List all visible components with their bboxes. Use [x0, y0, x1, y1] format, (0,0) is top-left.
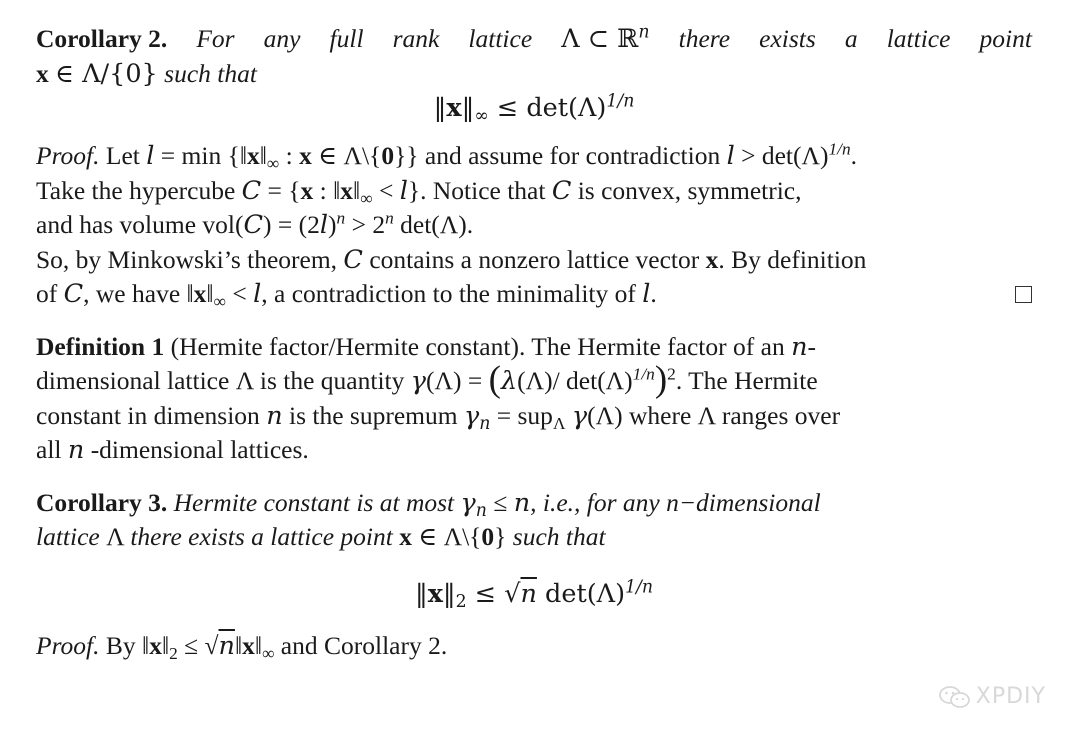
corollary-2-line-1: Corollary 2. For any full rank lattice Λ ⊂ ℝ$^n$ there exists a lattice point — [36, 22, 1032, 57]
corollary-3-label: Corollary 3. — [36, 487, 168, 517]
definition-1-title: (Hermite factor/Hermite constant). — [170, 331, 526, 361]
proof-2-line: Proof. By $‖x‖_2$ ≤ $√n‖x‖_\infty$ and Corollary 2. — [36, 630, 448, 663]
corollary-3-display-equation: $‖x‖_2 \le √n$ $\det(\Lambda)^{1/n}$ — [414, 576, 654, 612]
watermark-text: XPDIY — [975, 684, 1046, 709]
definition-1-label: Definition 1 — [36, 331, 165, 361]
proof-1-line-2: Take the hypercube C = {x : $‖x‖_\infty < l$}. Notice that C is convex, symmetric, — [36, 175, 802, 208]
proof-1-line-3: and has volume $vol(C) = (2l)^n > 2^n$ det(Λ). — [36, 208, 474, 240]
paper-page — [36, 22, 1032, 663]
proof-2-label: Proof. — [36, 630, 100, 660]
definition-1-line-3: constant in dimension n is the supremum $\gamma_n = sup_\Lambda$ γ(Λ) where Λ ranges over — [36, 400, 841, 434]
wechat-icon — [938, 685, 972, 709]
qed-square-icon — [1015, 286, 1032, 303]
proof-1-line-5: of C, we have $‖x‖_\infty < l$, a contradiction to the minimality of l. — [36, 277, 1032, 312]
corollary-2-line-2: x ∈ Λ/{0} such that — [36, 58, 257, 89]
watermark — [938, 684, 1046, 709]
corollary-2-label: Corollary 2. — [36, 24, 168, 53]
corollary-3-line-2: lattice Λ there exists a lattice point x ∈ Λ\{0} such that — [36, 522, 606, 551]
definition-1-line-1: Definition 1 (Hermite factor/Hermite constant). The Hermite factor of an n- — [36, 331, 817, 362]
definition-1-line-2: dimensional lattice Λ is the quantity γ(Λ) = (λ(Λ)/ $\det(\Lambda)^{1/n})^2$. The Hermite — [36, 358, 818, 400]
corollary-3-line-1: Corollary 3. Hermite constant is at most $\gamma_n \le n$, i.e., for any n−dimensional — [36, 487, 821, 521]
proof-1-line-1: Proof. Let $l = \min \{‖x‖_\infty$ : x ∈ Λ\{0}} and assume for contradiction $l > \det(\Lambda)^{1/n}$. — [36, 139, 858, 174]
proof-1-label: Proof. — [36, 141, 100, 170]
definition-1-line-4: all n -dimensional lattices. — [36, 435, 309, 465]
proof-1-line-4: So, by Minkowski’s theorem, C contains a nonzero lattice vector x. By definition — [36, 244, 867, 275]
corollary-2-display-equation: $‖x‖_\infty \le \det(\Lambda)^{1/n}$ — [433, 91, 635, 127]
